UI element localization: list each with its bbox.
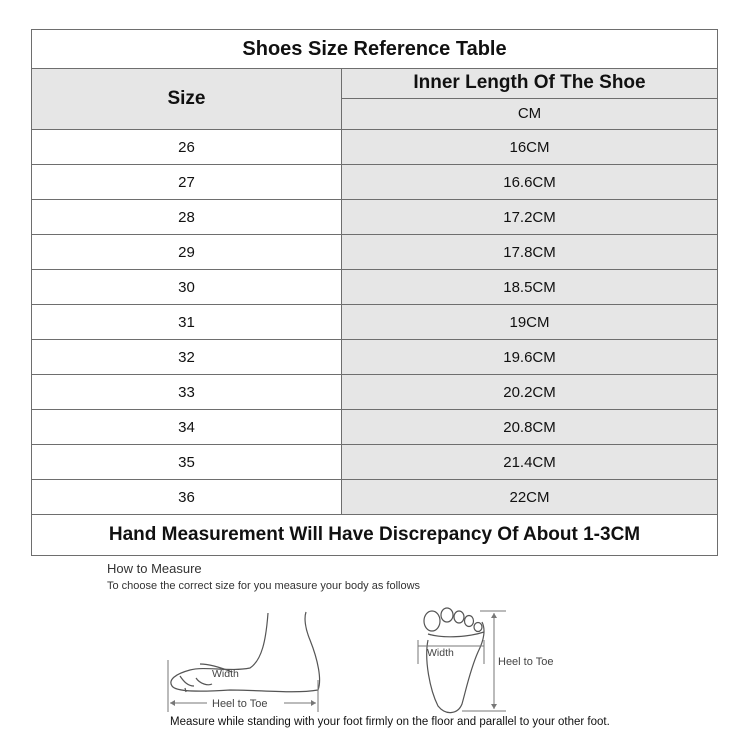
size-column-header: Size [32, 69, 342, 130]
top-arrow-head-up [491, 613, 497, 618]
size-cell: 27 [32, 165, 342, 200]
size-cell: 34 [32, 410, 342, 445]
length-cell: 21.4CM [342, 445, 718, 480]
length-cell: 19CM [342, 305, 718, 340]
length-cell: 18.5CM [342, 270, 718, 305]
length-cell: 20.2CM [342, 375, 718, 410]
side-arrow-head-left [170, 700, 175, 706]
size-cell: 36 [32, 480, 342, 515]
how-to-measure-subtitle: To choose the correct size for you measure your body as follows [107, 580, 421, 592]
length-cell: 16.6CM [342, 165, 718, 200]
top-width-label: Width [427, 647, 454, 659]
discrepancy-note: Hand Measurement Will Have Discrepancy Of About 1-3CM [32, 515, 718, 556]
side-width-label: Width [212, 668, 239, 680]
length-cell: 17.2CM [342, 200, 718, 235]
size-cell: 29 [32, 235, 342, 270]
size-cell: 26 [32, 130, 342, 165]
length-cell: 22CM [342, 480, 718, 515]
side-length-label: Heel to Toe [212, 698, 268, 710]
length-cell: 16CM [342, 130, 718, 165]
foot-side-icon [171, 612, 320, 692]
foot-top-icon [424, 608, 484, 713]
size-cell: 33 [32, 375, 342, 410]
top-length-label: Heel to Toe [498, 656, 554, 668]
size-cell: 28 [32, 200, 342, 235]
size-cell: 32 [32, 340, 342, 375]
size-cell: 30 [32, 270, 342, 305]
length-column-header: Inner Length Of The Shoe [342, 69, 718, 99]
length-cell: 19.6CM [342, 340, 718, 375]
length-cell: 17.8CM [342, 235, 718, 270]
length-cell: 20.8CM [342, 410, 718, 445]
table-title: Shoes Size Reference Table [32, 30, 718, 69]
size-cell: 31 [32, 305, 342, 340]
measure-instruction: Measure while standing with your foot firmly on the floor and parallel to your other foot. [170, 716, 610, 728]
top-arrow-head-down [491, 704, 497, 709]
side-arrow-head-right [311, 700, 316, 706]
unit-header: CM [342, 98, 718, 129]
how-to-measure-title: How to Measure [107, 561, 202, 576]
size-cell: 35 [32, 445, 342, 480]
